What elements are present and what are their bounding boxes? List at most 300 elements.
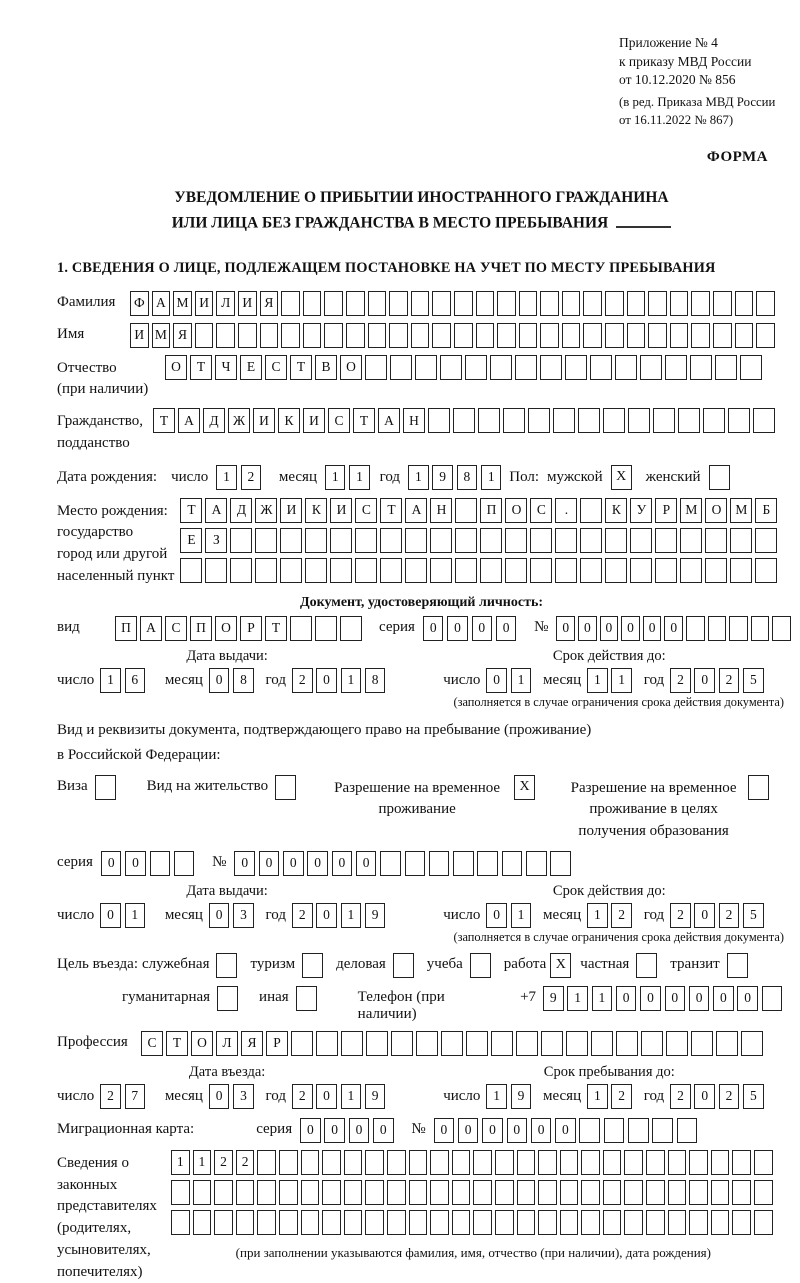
char-cell[interactable]: 1 bbox=[341, 1084, 362, 1109]
char-cell[interactable] bbox=[526, 851, 547, 876]
char-cell[interactable] bbox=[615, 355, 637, 380]
char-cell[interactable]: О bbox=[505, 498, 527, 523]
char-cell[interactable] bbox=[257, 1180, 276, 1205]
purpose-work-checkbox[interactable]: X bbox=[550, 953, 571, 978]
char-cell[interactable] bbox=[279, 1180, 298, 1205]
char-cell[interactable]: С bbox=[141, 1031, 163, 1056]
char-cell[interactable] bbox=[454, 291, 473, 316]
char-cell[interactable] bbox=[257, 1150, 276, 1175]
char-cell[interactable] bbox=[653, 408, 675, 433]
char-cell[interactable] bbox=[324, 291, 343, 316]
char-cell[interactable] bbox=[652, 1118, 673, 1143]
char-cell[interactable] bbox=[341, 1031, 363, 1056]
char-cell[interactable]: Ф bbox=[130, 291, 149, 316]
char-cell[interactable]: 0 bbox=[324, 1118, 345, 1143]
char-cell[interactable]: С bbox=[530, 498, 552, 523]
char-cell[interactable] bbox=[560, 1210, 579, 1235]
char-cell[interactable]: Т bbox=[153, 408, 175, 433]
char-cell[interactable] bbox=[565, 355, 587, 380]
char-cell[interactable]: 0 bbox=[665, 986, 686, 1011]
char-cell[interactable]: 0 bbox=[332, 851, 353, 876]
char-cell[interactable] bbox=[605, 291, 624, 316]
char-cell[interactable]: Ж bbox=[255, 498, 277, 523]
char-cell[interactable]: Т bbox=[290, 355, 312, 380]
char-cell[interactable] bbox=[430, 1180, 449, 1205]
char-cell[interactable] bbox=[528, 408, 550, 433]
char-cell[interactable]: 0 bbox=[316, 1084, 337, 1109]
char-cell[interactable] bbox=[301, 1210, 320, 1235]
char-cell[interactable]: 0 bbox=[209, 1084, 230, 1109]
char-cell[interactable]: Е bbox=[180, 528, 202, 553]
char-cell[interactable] bbox=[680, 558, 702, 583]
char-cell[interactable] bbox=[691, 1031, 713, 1056]
char-cell[interactable] bbox=[754, 1180, 773, 1205]
char-cell[interactable] bbox=[391, 1031, 413, 1056]
char-cell[interactable] bbox=[280, 558, 302, 583]
char-cell[interactable] bbox=[730, 558, 752, 583]
char-cell[interactable] bbox=[581, 1210, 600, 1235]
char-cell[interactable]: 2 bbox=[719, 1084, 740, 1109]
char-cell[interactable]: 1 bbox=[341, 903, 362, 928]
char-cell[interactable] bbox=[491, 1031, 513, 1056]
char-cell[interactable] bbox=[590, 355, 612, 380]
char-cell[interactable] bbox=[689, 1150, 708, 1175]
char-cell[interactable]: 0 bbox=[373, 1118, 394, 1143]
char-cell[interactable] bbox=[346, 323, 365, 348]
char-cell[interactable] bbox=[502, 851, 523, 876]
char-cell[interactable] bbox=[387, 1150, 406, 1175]
char-cell[interactable]: 0 bbox=[101, 851, 122, 876]
char-cell[interactable] bbox=[624, 1150, 643, 1175]
char-cell[interactable] bbox=[476, 323, 495, 348]
purpose-other-checkbox[interactable] bbox=[296, 986, 317, 1011]
char-cell[interactable]: Т bbox=[190, 355, 212, 380]
char-cell[interactable] bbox=[365, 1150, 384, 1175]
char-cell[interactable] bbox=[566, 1031, 588, 1056]
char-cell[interactable] bbox=[603, 408, 625, 433]
char-cell[interactable] bbox=[562, 323, 581, 348]
char-cell[interactable]: 0 bbox=[458, 1118, 479, 1143]
char-cell[interactable]: 1 bbox=[325, 465, 346, 490]
char-cell[interactable] bbox=[519, 291, 538, 316]
char-cell[interactable] bbox=[603, 1180, 622, 1205]
char-cell[interactable] bbox=[716, 1031, 738, 1056]
char-cell[interactable]: 0 bbox=[100, 903, 121, 928]
char-cell[interactable] bbox=[430, 558, 452, 583]
char-cell[interactable] bbox=[281, 323, 300, 348]
char-cell[interactable] bbox=[754, 1150, 773, 1175]
char-cell[interactable]: К bbox=[605, 498, 627, 523]
char-cell[interactable] bbox=[257, 1210, 276, 1235]
char-cell[interactable]: 0 bbox=[694, 903, 715, 928]
char-cell[interactable]: 1 bbox=[100, 668, 121, 693]
char-cell[interactable]: И bbox=[130, 323, 149, 348]
char-cell[interactable]: 1 bbox=[125, 903, 146, 928]
residence-permit-checkbox[interactable] bbox=[275, 775, 296, 800]
char-cell[interactable]: Р bbox=[266, 1031, 288, 1056]
char-cell[interactable] bbox=[711, 1150, 730, 1175]
char-cell[interactable] bbox=[301, 1150, 320, 1175]
char-cell[interactable] bbox=[627, 323, 646, 348]
char-cell[interactable]: 1 bbox=[486, 1084, 507, 1109]
char-cell[interactable]: А bbox=[405, 498, 427, 523]
char-cell[interactable] bbox=[713, 291, 732, 316]
purpose-official-checkbox[interactable] bbox=[216, 953, 237, 978]
char-cell[interactable] bbox=[670, 323, 689, 348]
char-cell[interactable] bbox=[686, 616, 705, 641]
char-cell[interactable]: З bbox=[205, 528, 227, 553]
char-cell[interactable] bbox=[630, 528, 652, 553]
char-cell[interactable] bbox=[389, 291, 408, 316]
char-cell[interactable] bbox=[605, 323, 624, 348]
char-cell[interactable] bbox=[560, 1150, 579, 1175]
char-cell[interactable] bbox=[655, 528, 677, 553]
char-cell[interactable] bbox=[605, 528, 627, 553]
char-cell[interactable]: 0 bbox=[486, 903, 507, 928]
char-cell[interactable] bbox=[583, 291, 602, 316]
char-cell[interactable] bbox=[550, 851, 571, 876]
char-cell[interactable] bbox=[756, 323, 775, 348]
char-cell[interactable]: 0 bbox=[640, 986, 661, 1011]
purpose-business-checkbox[interactable] bbox=[393, 953, 414, 978]
char-cell[interactable] bbox=[668, 1150, 687, 1175]
char-cell[interactable] bbox=[452, 1210, 471, 1235]
char-cell[interactable] bbox=[174, 851, 195, 876]
char-cell[interactable] bbox=[517, 1210, 536, 1235]
char-cell[interactable] bbox=[666, 1031, 688, 1056]
char-cell[interactable]: П bbox=[480, 498, 502, 523]
char-cell[interactable] bbox=[665, 355, 687, 380]
char-cell[interactable] bbox=[640, 355, 662, 380]
char-cell[interactable] bbox=[732, 1180, 751, 1205]
char-cell[interactable]: 0 bbox=[234, 851, 255, 876]
char-cell[interactable]: 8 bbox=[365, 668, 386, 693]
char-cell[interactable] bbox=[180, 558, 202, 583]
char-cell[interactable]: 0 bbox=[555, 1118, 576, 1143]
char-cell[interactable]: 0 bbox=[423, 616, 444, 641]
char-cell[interactable] bbox=[453, 408, 475, 433]
char-cell[interactable]: Т bbox=[353, 408, 375, 433]
char-cell[interactable]: И bbox=[253, 408, 275, 433]
char-cell[interactable]: Ж bbox=[228, 408, 250, 433]
char-cell[interactable] bbox=[430, 528, 452, 553]
char-cell[interactable] bbox=[236, 1180, 255, 1205]
char-cell[interactable] bbox=[477, 851, 498, 876]
char-cell[interactable] bbox=[473, 1210, 492, 1235]
char-cell[interactable] bbox=[430, 1150, 449, 1175]
char-cell[interactable] bbox=[195, 323, 214, 348]
char-cell[interactable] bbox=[540, 291, 559, 316]
char-cell[interactable] bbox=[389, 323, 408, 348]
char-cell[interactable]: 8 bbox=[233, 668, 254, 693]
char-cell[interactable] bbox=[260, 323, 279, 348]
char-cell[interactable]: 0 bbox=[472, 616, 493, 641]
char-cell[interactable]: 2 bbox=[292, 1084, 313, 1109]
char-cell[interactable] bbox=[627, 291, 646, 316]
char-cell[interactable] bbox=[705, 528, 727, 553]
char-cell[interactable] bbox=[655, 558, 677, 583]
char-cell[interactable]: У bbox=[630, 498, 652, 523]
char-cell[interactable] bbox=[519, 323, 538, 348]
char-cell[interactable] bbox=[691, 323, 710, 348]
char-cell[interactable]: М bbox=[173, 291, 192, 316]
char-cell[interactable] bbox=[473, 1150, 492, 1175]
char-cell[interactable] bbox=[322, 1180, 341, 1205]
purpose-study-checkbox[interactable] bbox=[470, 953, 491, 978]
char-cell[interactable] bbox=[236, 1210, 255, 1235]
char-cell[interactable] bbox=[517, 1180, 536, 1205]
char-cell[interactable] bbox=[411, 323, 430, 348]
char-cell[interactable] bbox=[505, 558, 527, 583]
char-cell[interactable] bbox=[538, 1210, 557, 1235]
char-cell[interactable]: 3 bbox=[233, 903, 254, 928]
char-cell[interactable]: А bbox=[152, 291, 171, 316]
char-cell[interactable] bbox=[452, 1150, 471, 1175]
char-cell[interactable] bbox=[497, 291, 516, 316]
char-cell[interactable] bbox=[430, 1210, 449, 1235]
char-cell[interactable]: 5 bbox=[743, 668, 764, 693]
char-cell[interactable] bbox=[411, 291, 430, 316]
char-cell[interactable] bbox=[490, 355, 512, 380]
char-cell[interactable] bbox=[755, 558, 777, 583]
char-cell[interactable] bbox=[560, 1180, 579, 1205]
char-cell[interactable]: 0 bbox=[482, 1118, 503, 1143]
char-cell[interactable]: 1 bbox=[587, 1084, 608, 1109]
char-cell[interactable]: Д bbox=[230, 498, 252, 523]
char-cell[interactable] bbox=[214, 1210, 233, 1235]
char-cell[interactable]: . bbox=[555, 498, 577, 523]
char-cell[interactable] bbox=[405, 558, 427, 583]
char-cell[interactable] bbox=[708, 616, 727, 641]
char-cell[interactable] bbox=[541, 1031, 563, 1056]
char-cell[interactable] bbox=[415, 355, 437, 380]
char-cell[interactable]: 0 bbox=[316, 903, 337, 928]
char-cell[interactable] bbox=[705, 558, 727, 583]
char-cell[interactable]: 7 bbox=[125, 1084, 146, 1109]
char-cell[interactable] bbox=[754, 1210, 773, 1235]
char-cell[interactable]: 9 bbox=[511, 1084, 532, 1109]
char-cell[interactable] bbox=[380, 528, 402, 553]
char-cell[interactable] bbox=[453, 851, 474, 876]
char-cell[interactable]: 0 bbox=[283, 851, 304, 876]
char-cell[interactable]: 1 bbox=[592, 986, 613, 1011]
char-cell[interactable]: Н bbox=[430, 498, 452, 523]
char-cell[interactable]: 1 bbox=[511, 668, 532, 693]
char-cell[interactable]: 9 bbox=[543, 986, 564, 1011]
char-cell[interactable] bbox=[755, 528, 777, 553]
char-cell[interactable] bbox=[751, 616, 770, 641]
char-cell[interactable] bbox=[387, 1210, 406, 1235]
char-cell[interactable] bbox=[678, 408, 700, 433]
char-cell[interactable]: 0 bbox=[556, 616, 575, 641]
char-cell[interactable] bbox=[495, 1150, 514, 1175]
char-cell[interactable] bbox=[454, 323, 473, 348]
char-cell[interactable] bbox=[324, 323, 343, 348]
char-cell[interactable] bbox=[279, 1210, 298, 1235]
char-cell[interactable]: 2 bbox=[214, 1150, 233, 1175]
char-cell[interactable] bbox=[756, 291, 775, 316]
char-cell[interactable] bbox=[648, 323, 667, 348]
char-cell[interactable] bbox=[255, 528, 277, 553]
char-cell[interactable]: А bbox=[178, 408, 200, 433]
char-cell[interactable]: 2 bbox=[670, 668, 691, 693]
char-cell[interactable] bbox=[355, 558, 377, 583]
char-cell[interactable]: 2 bbox=[100, 1084, 121, 1109]
char-cell[interactable] bbox=[344, 1150, 363, 1175]
char-cell[interactable]: С bbox=[355, 498, 377, 523]
char-cell[interactable]: 0 bbox=[621, 616, 640, 641]
char-cell[interactable]: 0 bbox=[447, 616, 468, 641]
char-cell[interactable] bbox=[281, 291, 300, 316]
char-cell[interactable] bbox=[455, 528, 477, 553]
char-cell[interactable] bbox=[322, 1210, 341, 1235]
char-cell[interactable] bbox=[735, 291, 754, 316]
char-cell[interactable]: 1 bbox=[611, 668, 632, 693]
sex-male-checkbox[interactable]: X bbox=[611, 465, 632, 490]
char-cell[interactable] bbox=[530, 528, 552, 553]
char-cell[interactable] bbox=[365, 1210, 384, 1235]
char-cell[interactable]: 0 bbox=[713, 986, 734, 1011]
char-cell[interactable] bbox=[624, 1210, 643, 1235]
char-cell[interactable] bbox=[405, 528, 427, 553]
char-cell[interactable]: 0 bbox=[356, 851, 377, 876]
char-cell[interactable] bbox=[691, 291, 710, 316]
char-cell[interactable] bbox=[409, 1150, 428, 1175]
char-cell[interactable] bbox=[440, 355, 462, 380]
char-cell[interactable]: 2 bbox=[292, 668, 313, 693]
char-cell[interactable]: 0 bbox=[496, 616, 517, 641]
char-cell[interactable] bbox=[279, 1150, 298, 1175]
char-cell[interactable]: Д bbox=[203, 408, 225, 433]
char-cell[interactable]: 9 bbox=[365, 1084, 386, 1109]
char-cell[interactable] bbox=[150, 851, 171, 876]
char-cell[interactable] bbox=[466, 1031, 488, 1056]
char-cell[interactable]: О bbox=[215, 616, 237, 641]
char-cell[interactable] bbox=[230, 528, 252, 553]
char-cell[interactable] bbox=[346, 291, 365, 316]
char-cell[interactable]: 0 bbox=[209, 903, 230, 928]
char-cell[interactable]: К bbox=[278, 408, 300, 433]
char-cell[interactable]: И bbox=[195, 291, 214, 316]
char-cell[interactable] bbox=[530, 558, 552, 583]
char-cell[interactable]: 1 bbox=[193, 1150, 212, 1175]
char-cell[interactable] bbox=[540, 323, 559, 348]
char-cell[interactable]: 0 bbox=[689, 986, 710, 1011]
char-cell[interactable] bbox=[579, 1118, 600, 1143]
char-cell[interactable] bbox=[305, 528, 327, 553]
char-cell[interactable]: 1 bbox=[511, 903, 532, 928]
char-cell[interactable] bbox=[616, 1031, 638, 1056]
char-cell[interactable] bbox=[465, 355, 487, 380]
char-cell[interactable]: 0 bbox=[349, 1118, 370, 1143]
char-cell[interactable] bbox=[428, 408, 450, 433]
char-cell[interactable] bbox=[603, 1150, 622, 1175]
char-cell[interactable] bbox=[301, 1180, 320, 1205]
char-cell[interactable]: 0 bbox=[316, 668, 337, 693]
char-cell[interactable]: М bbox=[730, 498, 752, 523]
char-cell[interactable]: А bbox=[205, 498, 227, 523]
char-cell[interactable]: А bbox=[378, 408, 400, 433]
purpose-tourism-checkbox[interactable] bbox=[302, 953, 323, 978]
char-cell[interactable] bbox=[648, 291, 667, 316]
char-cell[interactable]: П bbox=[190, 616, 212, 641]
char-cell[interactable]: И bbox=[330, 498, 352, 523]
visa-checkbox[interactable] bbox=[95, 775, 116, 800]
char-cell[interactable]: 3 bbox=[233, 1084, 254, 1109]
char-cell[interactable] bbox=[497, 323, 516, 348]
char-cell[interactable] bbox=[322, 1150, 341, 1175]
char-cell[interactable] bbox=[255, 558, 277, 583]
char-cell[interactable] bbox=[432, 323, 451, 348]
char-cell[interactable]: Е bbox=[240, 355, 262, 380]
char-cell[interactable] bbox=[630, 558, 652, 583]
char-cell[interactable]: Я bbox=[260, 291, 279, 316]
char-cell[interactable]: К bbox=[305, 498, 327, 523]
char-cell[interactable] bbox=[387, 1180, 406, 1205]
char-cell[interactable]: Р bbox=[655, 498, 677, 523]
char-cell[interactable]: 2 bbox=[236, 1150, 255, 1175]
char-cell[interactable] bbox=[740, 355, 762, 380]
char-cell[interactable] bbox=[517, 1150, 536, 1175]
purpose-transit-checkbox[interactable] bbox=[727, 953, 748, 978]
char-cell[interactable] bbox=[646, 1180, 665, 1205]
char-cell[interactable]: П bbox=[115, 616, 137, 641]
char-cell[interactable]: 6 bbox=[125, 668, 146, 693]
char-cell[interactable] bbox=[480, 558, 502, 583]
char-cell[interactable] bbox=[503, 408, 525, 433]
char-cell[interactable] bbox=[689, 1180, 708, 1205]
char-cell[interactable]: 0 bbox=[486, 668, 507, 693]
char-cell[interactable] bbox=[340, 616, 362, 641]
char-cell[interactable] bbox=[624, 1180, 643, 1205]
char-cell[interactable] bbox=[290, 616, 312, 641]
char-cell[interactable]: 0 bbox=[307, 851, 328, 876]
char-cell[interactable]: 0 bbox=[600, 616, 619, 641]
char-cell[interactable] bbox=[368, 291, 387, 316]
char-cell[interactable] bbox=[476, 291, 495, 316]
char-cell[interactable]: Т bbox=[380, 498, 402, 523]
char-cell[interactable] bbox=[628, 1118, 649, 1143]
char-cell[interactable]: 0 bbox=[694, 1084, 715, 1109]
char-cell[interactable]: И bbox=[303, 408, 325, 433]
char-cell[interactable] bbox=[380, 558, 402, 583]
char-cell[interactable] bbox=[303, 291, 322, 316]
char-cell[interactable]: М bbox=[680, 498, 702, 523]
char-cell[interactable] bbox=[205, 558, 227, 583]
char-cell[interactable] bbox=[238, 323, 257, 348]
char-cell[interactable] bbox=[355, 528, 377, 553]
char-cell[interactable] bbox=[303, 323, 322, 348]
purpose-humanitarian-checkbox[interactable] bbox=[217, 986, 238, 1011]
char-cell[interactable]: 1 bbox=[587, 668, 608, 693]
char-cell[interactable]: Н bbox=[403, 408, 425, 433]
char-cell[interactable] bbox=[646, 1210, 665, 1235]
char-cell[interactable] bbox=[365, 355, 387, 380]
char-cell[interactable]: 2 bbox=[719, 668, 740, 693]
char-cell[interactable] bbox=[495, 1210, 514, 1235]
char-cell[interactable] bbox=[455, 498, 477, 523]
char-cell[interactable] bbox=[538, 1180, 557, 1205]
char-cell[interactable]: 0 bbox=[643, 616, 662, 641]
char-cell[interactable] bbox=[555, 528, 577, 553]
char-cell[interactable]: 0 bbox=[125, 851, 146, 876]
char-cell[interactable] bbox=[753, 408, 775, 433]
char-cell[interactable] bbox=[416, 1031, 438, 1056]
char-cell[interactable] bbox=[193, 1210, 212, 1235]
char-cell[interactable] bbox=[735, 323, 754, 348]
char-cell[interactable]: Б bbox=[755, 498, 777, 523]
char-cell[interactable]: И bbox=[238, 291, 257, 316]
